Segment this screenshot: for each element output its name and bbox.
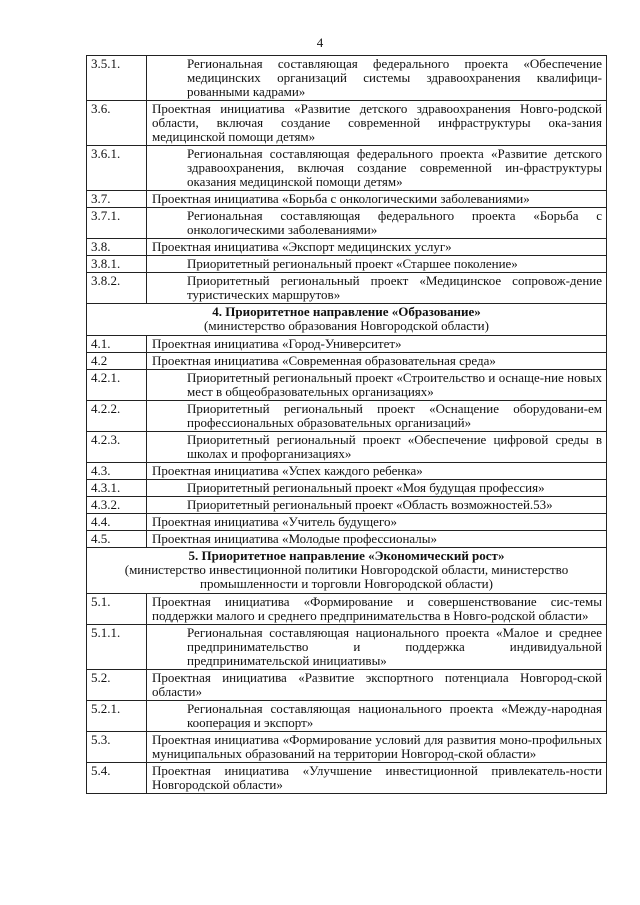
row-number: 4.2.2.: [87, 401, 147, 432]
sub-project-title: Региональная составляющая национального проекта «Малое и среднее предпринимательство и поддержка индивидуальной предпринимательской инициативы»: [147, 625, 607, 670]
sub-project-title: Приоритетный региональный проект «Старшее поколение»: [147, 256, 607, 273]
table-row: [87, 531, 607, 548]
project-title: Проектная инициатива «Развитие детского здравоохранения Новго-родской области, включая создание современной инфраструктуры ока-зания медицинской помощи детям»: [147, 101, 607, 146]
row-number: 4.3.1.: [87, 480, 147, 497]
table-row: [87, 56, 607, 101]
sub-project-title: Региональная составляющая федерального проекта «Борьба с онкологическими заболеваниями»: [147, 208, 607, 239]
section-heading-title: 5. Приоритетное направление «Экономический рост»: [188, 548, 505, 563]
table-row: [87, 191, 607, 208]
projects-table: [86, 55, 607, 794]
row-number: 4.2.3.: [87, 432, 147, 463]
sub-project-title: Приоритетный региональный проект «Моя будущая профессия»: [147, 480, 607, 497]
row-number: 3.8.2.: [87, 273, 147, 304]
page-number: 4: [316, 35, 324, 50]
table-row: [87, 353, 607, 370]
project-title: Проектная инициатива «Современная образовательная среда»: [147, 353, 607, 370]
sub-project-title: Приоритетный региональный проект «Медицинское сопровож-дение туристических маршрутов»: [147, 273, 607, 304]
row-number: 4.2: [87, 353, 147, 370]
section-heading-row: [87, 548, 607, 594]
sub-project-title: Приоритетный региональный проект «Область возможностей.53»: [147, 497, 607, 514]
section-heading-ministry: (министерство инвестиционной политики Новгородской области, министерство промышленности и торговли Новгородской области): [124, 562, 569, 591]
sub-project-title: Региональная составляющая федерального проекта «Обеспечение медицинских организаций системы здравоохранения квалифици-рованными кадрами»: [147, 56, 607, 101]
row-number: 3.7.1.: [87, 208, 147, 239]
sub-project-title: Региональная составляющая национального проекта «Между-народная кооперация и экспорт»: [147, 701, 607, 732]
table-row: [87, 497, 607, 514]
project-title: Проектная инициатива «Развитие экспортного потенциала Новгород-ской области»: [147, 670, 607, 701]
row-number: 4.2.1.: [87, 370, 147, 401]
row-number: 5.2.1.: [87, 701, 147, 732]
section-heading-cell: [87, 304, 607, 336]
row-number: 5.2.: [87, 670, 147, 701]
project-title: Проектная инициатива «Экспорт медицинских услуг»: [147, 239, 607, 256]
table-row: [87, 670, 607, 701]
table-row: [87, 732, 607, 763]
sub-project-title: Приоритетный региональный проект «Строительство и оснаще-ние новых мест в общеобразовательных организациях»: [147, 370, 607, 401]
sub-project-title: Региональная составляющая федерального проекта «Развитие детского здравоохранения, включая создание современной ин-фраструктуры оказания медицинской помощи детям»: [147, 146, 607, 191]
project-title: Проектная инициатива «Формирование и совершенствование сис-темы поддержки малого и среднего предпринимательства в Новго-родской области»: [147, 594, 607, 625]
row-number: 3.6.1.: [87, 146, 147, 191]
table-row: [87, 370, 607, 401]
project-title: Проектная инициатива «Борьба с онкологическими заболеваниями»: [147, 191, 607, 208]
row-number: 4.3.: [87, 463, 147, 480]
section-heading-row: [87, 304, 607, 336]
row-number: 5.1.: [87, 594, 147, 625]
row-number: 4.3.2.: [87, 497, 147, 514]
table-row: [87, 594, 607, 625]
section-heading-ministry: (министерство образования Новгородской области): [204, 318, 489, 333]
sub-project-title: Приоритетный региональный проект «Оснащение оборудовани-ем профессиональных образовательных организаций»: [147, 401, 607, 432]
table-row: [87, 146, 607, 191]
table-row: [87, 514, 607, 531]
table-row: [87, 480, 607, 497]
row-number: 5.1.1.: [87, 625, 147, 670]
table-row: [87, 463, 607, 480]
section-heading-title: 4. Приоритетное направление «Образование»: [212, 304, 481, 319]
row-number: 4.1.: [87, 336, 147, 353]
table-row: [87, 208, 607, 239]
table-row: [87, 256, 607, 273]
row-number: 4.4.: [87, 514, 147, 531]
project-title: Проектная инициатива «Формирование условий для развития моно-профильных муниципальных образований на территории Новгород-ской области»: [147, 732, 607, 763]
table-row: [87, 336, 607, 353]
table-row: [87, 239, 607, 256]
row-number: 5.4.: [87, 763, 147, 794]
table-row: [87, 401, 607, 432]
row-number: 3.5.1.: [87, 56, 147, 101]
project-title: Проектная инициатива «Молодые профессионалы»: [147, 531, 607, 548]
row-number: 3.8.1.: [87, 256, 147, 273]
row-number: 3.6.: [87, 101, 147, 146]
sub-project-title: Приоритетный региональный проект «Обеспечение цифровой среды в школах и профорганизациях»: [147, 432, 607, 463]
table-row: [87, 273, 607, 304]
project-title: Проектная инициатива «Улучшение инвестиционной привлекатель-ности Новгородской области»: [147, 763, 607, 794]
projects-table-body: [87, 56, 607, 794]
project-title: Проектная инициатива «Успех каждого ребенка»: [147, 463, 607, 480]
row-number: 3.7.: [87, 191, 147, 208]
table-row: [87, 763, 607, 794]
table-row: [87, 432, 607, 463]
table-row: [87, 625, 607, 670]
project-title: Проектная инициатива «Город-Университет»: [147, 336, 607, 353]
table-row: [87, 701, 607, 732]
row-number: 3.8.: [87, 239, 147, 256]
row-number: 5.3.: [87, 732, 147, 763]
table-row: [87, 101, 607, 146]
section-heading-cell: [87, 548, 607, 594]
row-number: 4.5.: [87, 531, 147, 548]
project-title: Проектная инициатива «Учитель будущего»: [147, 514, 607, 531]
